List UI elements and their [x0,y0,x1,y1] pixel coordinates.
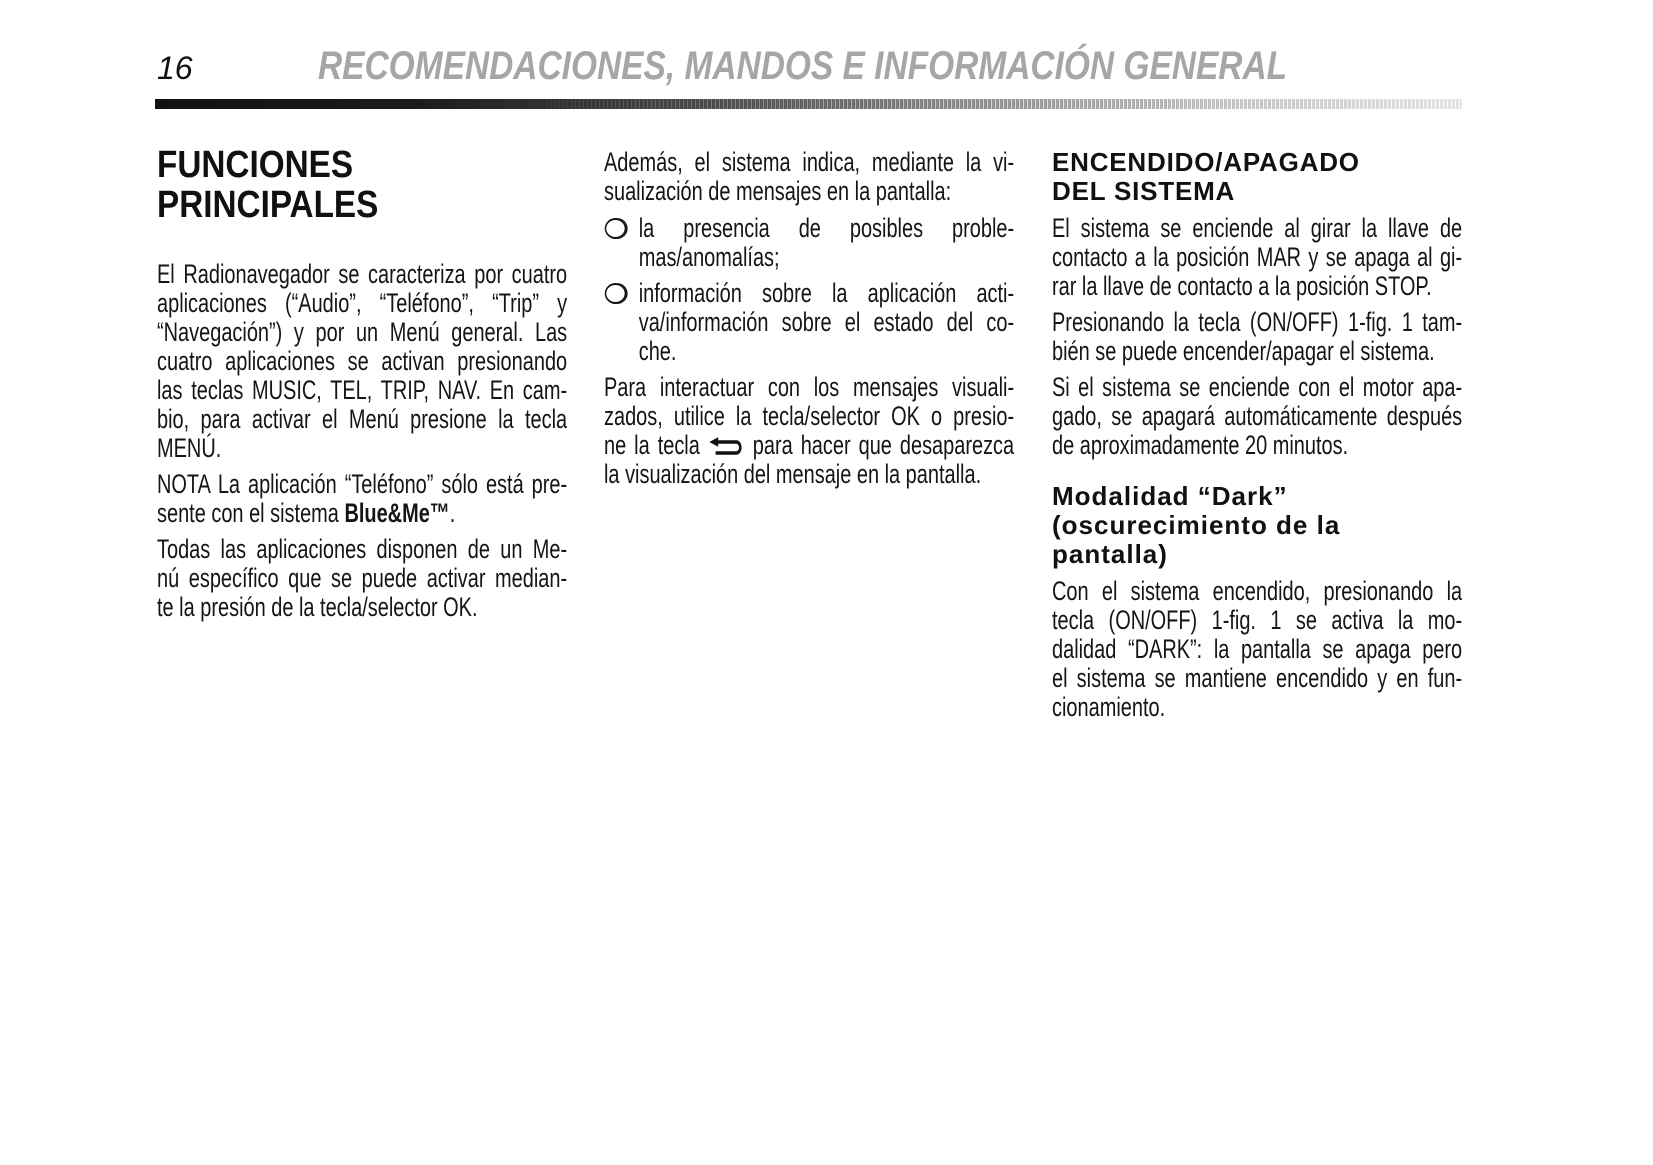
text-line: El Radionavegador se caracteriza por cuatro [157,259,568,289]
text-line: Si el sistema se enciende con el motor apa- [1052,372,1463,402]
text-line [604,214,1014,243]
text-line: la visualización del mensaje en la pantalla. [604,459,982,489]
paragraph-note [157,470,567,528]
text-line: dalidad “DARK”: la pantalla se apaga pero [1052,634,1463,664]
text-line: gado, se apagará automáticamente después [1052,401,1463,431]
section-heading-power [1052,148,1607,206]
hollow-circle-bullet-icon [605,218,626,239]
text-line [604,431,1014,460]
text-line [604,279,1014,308]
back-key-icon [708,437,745,457]
text-line: tecla (ON/OFF) 1-fig. 1 se activa la mo- [1052,605,1463,635]
text-line [157,499,567,528]
text-line: las teclas MUSIC, TEL, TRIP, NAV. En cam- [157,375,568,405]
text-line: rar la llave de contacto a la posición STOP. [1052,271,1432,301]
paragraph-interact [604,373,1014,489]
text-line: va/información sobre el estado del co- [638,307,1015,337]
text-line: Presionando la tecla (ON/OFF) 1-fig. 1 tam- [1052,307,1463,337]
section-heading-line: DEL SISTEMA [1052,176,1236,206]
text-line: cuatro aplicaciones se activan presionando [157,346,568,376]
paragraph-apps [157,535,567,622]
text-line: el sistema se mantiene encendido y en fun- [1052,663,1463,693]
brand-name: Blue&Me™ [344,498,450,528]
paragraph-intro [157,260,567,463]
paragraph-messages-intro [604,148,1014,206]
text-segment: para hacer que desaparezca [752,430,1015,460]
column-3 [1052,148,1607,722]
text-line: El sistema se enciende al girar la llave de [1052,213,1463,243]
text-line: NOTA La aplicación “Teléfono” sólo está pre- [157,469,568,499]
text-line: Para interactuar con los mensajes visuali- [604,372,1015,402]
text-line: cionamiento. [1052,692,1166,722]
paragraph-auto-off [1052,373,1462,460]
section-heading-line: (oscurecimiento de la [1052,510,1341,540]
bullet-item [604,214,1014,272]
bullet-text: información sobre la aplicación acti- [638,278,1015,308]
text-line: bio, para activar el Menú presione la tecla [157,404,568,434]
text-line: de aproximadamente 20 minutos. [1052,430,1349,460]
bullet-text: la presencia de posibles proble- [638,213,1015,243]
main-heading-line: FUNCIONES [157,144,354,186]
text-segment: ne la tecla [604,430,700,460]
main-heading-line: PRINCIPALES [157,184,379,226]
text-line: che. [638,336,677,366]
section-heading-dark-mode [1052,482,1607,569]
text-line: bién se puede encender/apagar el sistema. [1052,336,1435,366]
header-rule [155,99,1462,109]
paragraph-power-key [1052,214,1462,301]
text-line: nú específico que se puede activar median- [157,563,568,593]
hollow-circle-bullet-icon [605,283,626,304]
text-line: Además, el sistema indica, mediante la vi- [604,147,1015,177]
text-line: mas/anomalías; [638,242,780,272]
note-text: sente con el sistema [157,498,339,528]
text-line: te la presión de la tecla/selector OK. [157,592,478,622]
text-line: MENÚ. [157,433,222,463]
note-text-end: . [449,498,456,528]
section-heading-line: ENCENDIDO/APAGADO [1052,147,1360,177]
paragraph-dark-mode [1052,577,1462,722]
section-heading-line: Modalidad “Dark” [1052,481,1288,511]
text-line: sualización de mensajes en la pantalla: [604,176,952,206]
paragraph-on-off [1052,308,1462,366]
text-line: aplicaciones (“Audio”, “Teléfono”, “Trip” y [157,288,568,318]
text-line: Con el sistema encendido, presionando la [1052,576,1463,606]
bullet-item [604,279,1014,366]
running-title: RECOMENDACIONES, MANDOS E INFORMACIÓN GENERAL [318,44,1288,88]
text-line: “Navegación”) y por un Menú general. Las [157,317,568,347]
text-line: Todas las aplicaciones disponen de un Me- [157,534,568,564]
text-line: contacto a la posición MAR y se apaga al gi- [1052,242,1463,272]
section-heading-line: pantalla) [1052,539,1168,569]
page-number: 16 [157,50,193,86]
text-line: zados, utilice la tecla/selector OK o presio- [604,401,1015,431]
